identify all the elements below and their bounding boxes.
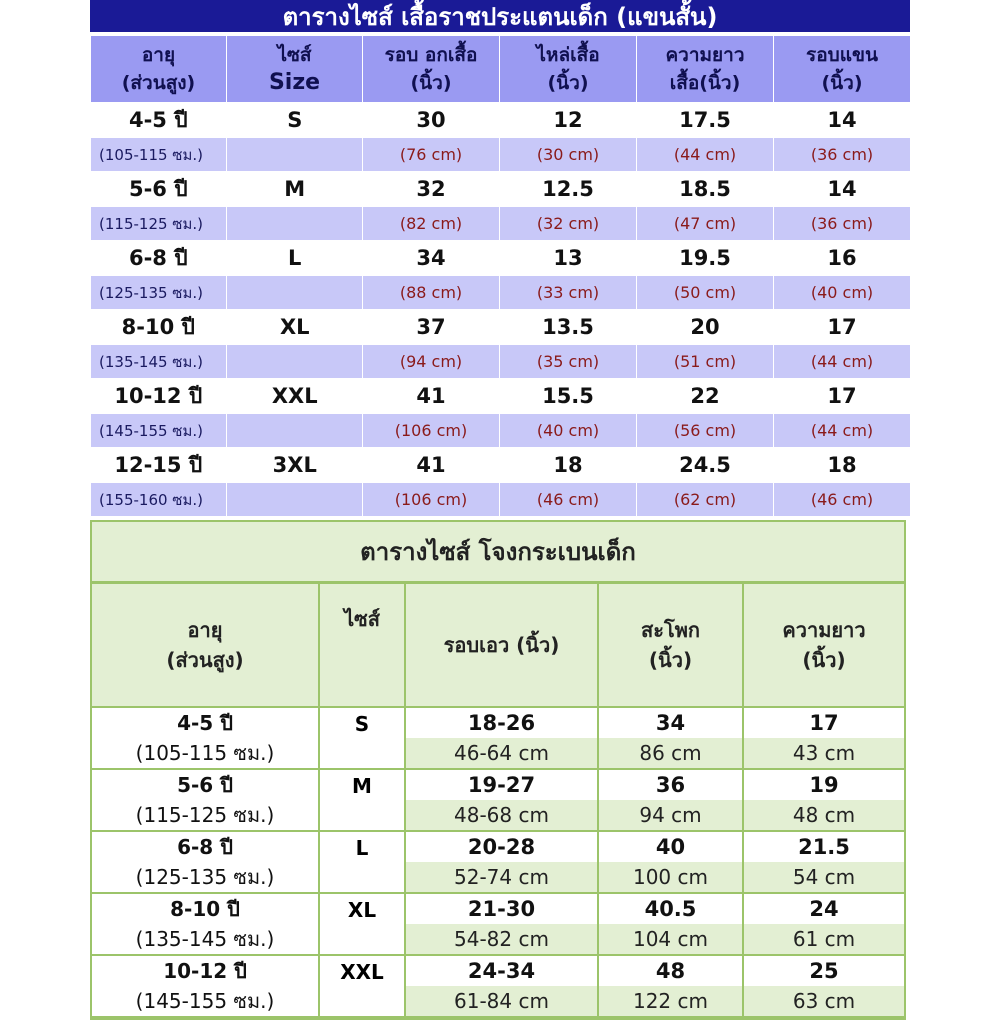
shirt-header-shoulder: ไหล่เสื้อ (นิ้ว) (500, 36, 637, 103)
skirt-header-waist: รอบเอว (นิ้ว) (405, 584, 598, 707)
shirt-header-size: ไซส์ Size (227, 36, 363, 103)
shirt-arm: 17 (774, 310, 911, 345)
skirt-age: 6-8 ปี (177, 835, 233, 859)
shirt-shoulder-cm: (32 cm) (500, 207, 637, 241)
shirt-row-inches (91, 310, 911, 345)
shirt-size-table (90, 35, 911, 517)
shirt-size: 3XL (227, 448, 363, 483)
skirt-header-row (92, 584, 904, 707)
skirt-height: (135-145 ซม.) (135, 927, 275, 951)
shirt-row-cm (91, 276, 911, 310)
shirt-size-empty (227, 207, 363, 241)
skirt-size: XL (319, 893, 405, 955)
skirt-waist-cm: 48-68 cm (405, 800, 598, 831)
skirt-length-cm: 63 cm (743, 986, 904, 1017)
skirt-age-cell (92, 831, 319, 893)
shirt-chest-cm: (76 cm) (363, 138, 500, 172)
shirt-chest: 41 (363, 379, 500, 414)
shirt-row-cm (91, 483, 911, 517)
skirt-hip-cm: 104 cm (598, 924, 743, 955)
shirt-row-cm (91, 138, 911, 172)
shirt-age: 8-10 ปี (91, 310, 227, 345)
skirt-waist-cm: 46-64 cm (405, 738, 598, 769)
shirt-arm-cm: (36 cm) (774, 207, 911, 241)
shirt-size-empty (227, 345, 363, 379)
skirt-length: 17 (743, 707, 904, 738)
shirt-header-age: อายุ (ส่วนสูง) (91, 36, 227, 103)
skirt-age-cell (92, 893, 319, 955)
shirt-row-cm (91, 414, 911, 448)
skirt-size: S (319, 707, 405, 769)
shirt-age: 12-15 ปี (91, 448, 227, 483)
shirt-chest-cm: (94 cm) (363, 345, 500, 379)
shirt-shoulder-cm: (35 cm) (500, 345, 637, 379)
skirt-size: M (319, 769, 405, 831)
skirt-waist: 19-27 (405, 769, 598, 800)
skirt-size-table (92, 584, 904, 1018)
shirt-chest: 37 (363, 310, 500, 345)
shirt-shoulder: 13.5 (500, 310, 637, 345)
shirt-height: (125-135 ซม.) (91, 276, 227, 310)
skirt-hip: 36 (598, 769, 743, 800)
skirt-length: 25 (743, 955, 904, 986)
skirt-length-cm: 54 cm (743, 862, 904, 893)
skirt-hip-cm: 86 cm (598, 738, 743, 769)
shirt-length: 22 (637, 379, 774, 414)
skirt-age-cell (92, 955, 319, 1017)
shirt-row-inches (91, 172, 911, 207)
shirt-length: 24.5 (637, 448, 774, 483)
skirt-age-cell (92, 707, 319, 769)
shirt-arm-cm: (44 cm) (774, 345, 911, 379)
skirt-header-length: ความยาว (นิ้ว) (743, 584, 904, 707)
skirt-waist: 20-28 (405, 831, 598, 862)
shirt-arm: 18 (774, 448, 911, 483)
shirt-size: M (227, 172, 363, 207)
shirt-age: 4-5 ปี (91, 103, 227, 138)
skirt-size-chart (90, 520, 906, 1020)
skirt-length: 21.5 (743, 831, 904, 862)
shirt-row-inches (91, 379, 911, 414)
shirt-shoulder: 15.5 (500, 379, 637, 414)
skirt-age-cell (92, 769, 319, 831)
shirt-length-cm: (51 cm) (637, 345, 774, 379)
shirt-chest: 41 (363, 448, 500, 483)
shirt-header-arm: รอบแขน (นิ้ว) (774, 36, 911, 103)
skirt-header-size: ไซส์ (319, 584, 405, 707)
shirt-row-cm (91, 345, 911, 379)
shirt-chest-cm: (82 cm) (363, 207, 500, 241)
skirt-hip-cm: 122 cm (598, 986, 743, 1017)
shirt-length: 19.5 (637, 241, 774, 276)
shirt-length-cm: (47 cm) (637, 207, 774, 241)
shirt-row-inches (91, 103, 911, 138)
skirt-size: L (319, 831, 405, 893)
shirt-size: XL (227, 310, 363, 345)
shirt-shoulder: 13 (500, 241, 637, 276)
skirt-waist-cm: 52-74 cm (405, 862, 598, 893)
shirt-chart-title: ตารางไซส์ เสื้อราชประแตนเด็ก (แขนสั้น) (90, 0, 910, 35)
skirt-age: 10-12 ปี (163, 959, 247, 983)
skirt-row-inches (92, 893, 904, 924)
shirt-chest-cm: (106 cm) (363, 483, 500, 517)
shirt-size-empty (227, 414, 363, 448)
skirt-row-inches (92, 707, 904, 738)
skirt-hip: 34 (598, 707, 743, 738)
skirt-age: 4-5 ปี (177, 711, 233, 735)
skirt-hip-cm: 100 cm (598, 862, 743, 893)
shirt-chest-cm: (88 cm) (363, 276, 500, 310)
skirt-length: 19 (743, 769, 904, 800)
skirt-length: 24 (743, 893, 904, 924)
shirt-height: (135-145 ซม.) (91, 345, 227, 379)
shirt-length-cm: (56 cm) (637, 414, 774, 448)
shirt-age: 6-8 ปี (91, 241, 227, 276)
skirt-size: XXL (319, 955, 405, 1017)
shirt-row-inches (91, 241, 911, 276)
shirt-length-cm: (50 cm) (637, 276, 774, 310)
shirt-age: 5-6 ปี (91, 172, 227, 207)
shirt-row-cm (91, 207, 911, 241)
shirt-chest: 32 (363, 172, 500, 207)
skirt-age: 5-6 ปี (177, 773, 233, 797)
skirt-row-inches (92, 769, 904, 800)
shirt-shoulder: 12 (500, 103, 637, 138)
shirt-size: S (227, 103, 363, 138)
skirt-waist: 18-26 (405, 707, 598, 738)
shirt-length-cm: (44 cm) (637, 138, 774, 172)
shirt-header-chest: รอบ อกเสื้อ (นิ้ว) (363, 36, 500, 103)
shirt-height: (115-125 ซม.) (91, 207, 227, 241)
shirt-arm: 17 (774, 379, 911, 414)
skirt-header-age: อายุ (ส่วนสูง) (92, 584, 319, 707)
shirt-shoulder-cm: (46 cm) (500, 483, 637, 517)
shirt-length-cm: (62 cm) (637, 483, 774, 517)
shirt-chest-cm: (106 cm) (363, 414, 500, 448)
shirt-header-length: ความยาว เสื้อ(นิ้ว) (637, 36, 774, 103)
skirt-waist-cm: 61-84 cm (405, 986, 598, 1017)
shirt-arm-cm: (36 cm) (774, 138, 911, 172)
shirt-length: 18.5 (637, 172, 774, 207)
shirt-height: (105-115 ซม.) (91, 138, 227, 172)
shirt-shoulder: 18 (500, 448, 637, 483)
skirt-waist-cm: 54-82 cm (405, 924, 598, 955)
skirt-height: (115-125 ซม.) (135, 803, 275, 827)
shirt-size: L (227, 241, 363, 276)
skirt-length-cm: 61 cm (743, 924, 904, 955)
shirt-shoulder-cm: (40 cm) (500, 414, 637, 448)
shirt-arm-cm: (44 cm) (774, 414, 911, 448)
skirt-height: (125-135 ซม.) (135, 865, 275, 889)
shirt-shoulder-cm: (30 cm) (500, 138, 637, 172)
skirt-chart-title: ตารางไซส์ โจงกระเบนเด็ก (92, 522, 904, 584)
skirt-row-inches (92, 831, 904, 862)
skirt-hip: 40 (598, 831, 743, 862)
skirt-row-inches (92, 955, 904, 986)
skirt-hip: 40.5 (598, 893, 743, 924)
shirt-size-empty (227, 138, 363, 172)
shirt-size-empty (227, 483, 363, 517)
skirt-height: (145-155 ซม.) (135, 989, 275, 1013)
shirt-size-empty (227, 276, 363, 310)
shirt-age: 10-12 ปี (91, 379, 227, 414)
shirt-row-inches (91, 448, 911, 483)
shirt-height: (145-155 ซม.) (91, 414, 227, 448)
skirt-length-cm: 43 cm (743, 738, 904, 769)
shirt-chest: 34 (363, 241, 500, 276)
skirt-waist: 21-30 (405, 893, 598, 924)
shirt-arm-cm: (46 cm) (774, 483, 911, 517)
skirt-height: (105-115 ซม.) (135, 741, 275, 765)
shirt-size: XXL (227, 379, 363, 414)
shirt-arm: 14 (774, 172, 911, 207)
shirt-chest: 30 (363, 103, 500, 138)
shirt-length: 17.5 (637, 103, 774, 138)
shirt-shoulder: 12.5 (500, 172, 637, 207)
shirt-arm: 16 (774, 241, 911, 276)
shirt-arm-cm: (40 cm) (774, 276, 911, 310)
skirt-hip-cm: 94 cm (598, 800, 743, 831)
skirt-length-cm: 48 cm (743, 800, 904, 831)
shirt-size-chart (90, 0, 910, 517)
skirt-header-hip: สะโพก (นิ้ว) (598, 584, 743, 707)
skirt-age: 8-10 ปี (170, 897, 240, 921)
shirt-shoulder-cm: (33 cm) (500, 276, 637, 310)
shirt-length: 20 (637, 310, 774, 345)
shirt-height: (155-160 ซม.) (91, 483, 227, 517)
shirt-header-row (91, 36, 911, 103)
skirt-hip: 48 (598, 955, 743, 986)
skirt-waist: 24-34 (405, 955, 598, 986)
shirt-arm: 14 (774, 103, 911, 138)
